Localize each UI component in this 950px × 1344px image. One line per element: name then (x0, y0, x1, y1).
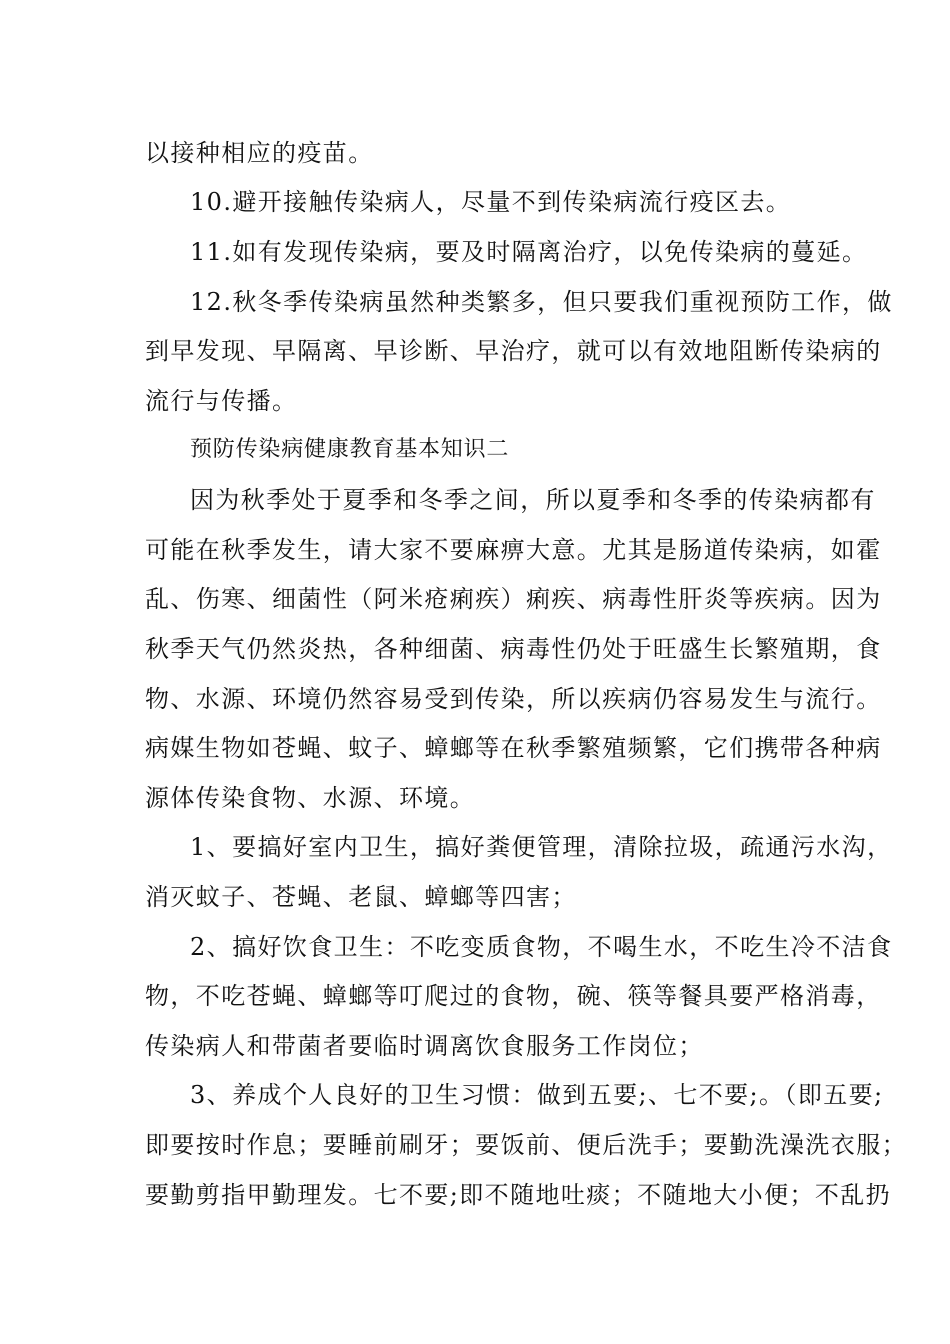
list-item-line: 物，不吃苍蝇、蟑螂等叮爬过的食物，碗、筷等餐具要严格消毒， (145, 982, 882, 1010)
list-item-line: 3、养成个人良好的卫生习惯：做到五要;、七不要;。（即五要; (190, 1081, 884, 1109)
paragraph-line: 物、水源、环境仍然容易受到传染，所以疾病仍容易发生与流行。 (145, 685, 882, 713)
paragraph-line: 到早发现、早隔离、早诊断、早治疗，就可以有效地阻断传染病的 (145, 337, 882, 365)
paragraph-line: 乱、伤寒、细菌性（阿米疮痢疾）痢疾、病毒性肝炎等疾病。因为 (145, 585, 882, 613)
paragraph-line: 因为秋季处于夏季和冬季之间，所以夏季和冬季的传染病都有 (190, 486, 876, 514)
paragraph-line: 12.秋冬季传染病虽然种类繁多，但只要我们重视预防工作，做 (190, 288, 893, 316)
paragraph-line: 源体传染食物、水源、环境。 (145, 784, 476, 812)
paragraph-line: 11.如有发现传染病，要及时隔离治疗，以免传染病的蔓延。 (190, 238, 868, 266)
paragraph-line: 病媒生物如苍蝇、蚊子、蟑螂等在秋季繁殖频繁，它们携带各种病 (145, 734, 882, 762)
paragraph-line: 以接种相应的疫苗。 (145, 139, 374, 167)
section-heading: 预防传染病健康教育基本知识二 (190, 437, 510, 462)
list-item-line: 即要按时作息；要睡前刷牙；要饭前、便后洗手；要勤洗澡洗衣服； (145, 1131, 907, 1159)
list-item-line: 要勤剪指甲勤理发。七不要;即不随地吐痰；不随地大小便；不乱扔 (145, 1181, 892, 1209)
list-item-line: 传染病人和带菌者要临时调离饮食服务工作岗位； (145, 1032, 704, 1060)
list-item-line: 消灭蚊子、苍蝇、老鼠、蟑螂等四害； (145, 883, 577, 911)
list-item-line: 2、搞好饮食卫生：不吃变质食物，不喝生水，不吃生冷不洁食 (190, 933, 893, 961)
paragraph-line: 流行与传播。 (145, 387, 298, 415)
paragraph-line: 秋季天气仍然炎热，各种细菌、病毒性仍处于旺盛生长繁殖期，食 (145, 635, 882, 663)
paragraph-line: 可能在秋季发生，请大家不要麻痹大意。尤其是肠道传染病，如霍 (145, 536, 882, 564)
list-item-line: 1、要搞好室内卫生，搞好粪便管理，清除拉圾，疏通污水沟， (190, 833, 893, 861)
paragraph-line: 10.避开接触传染病人，尽量不到传染病流行疫区去。 (190, 188, 792, 216)
